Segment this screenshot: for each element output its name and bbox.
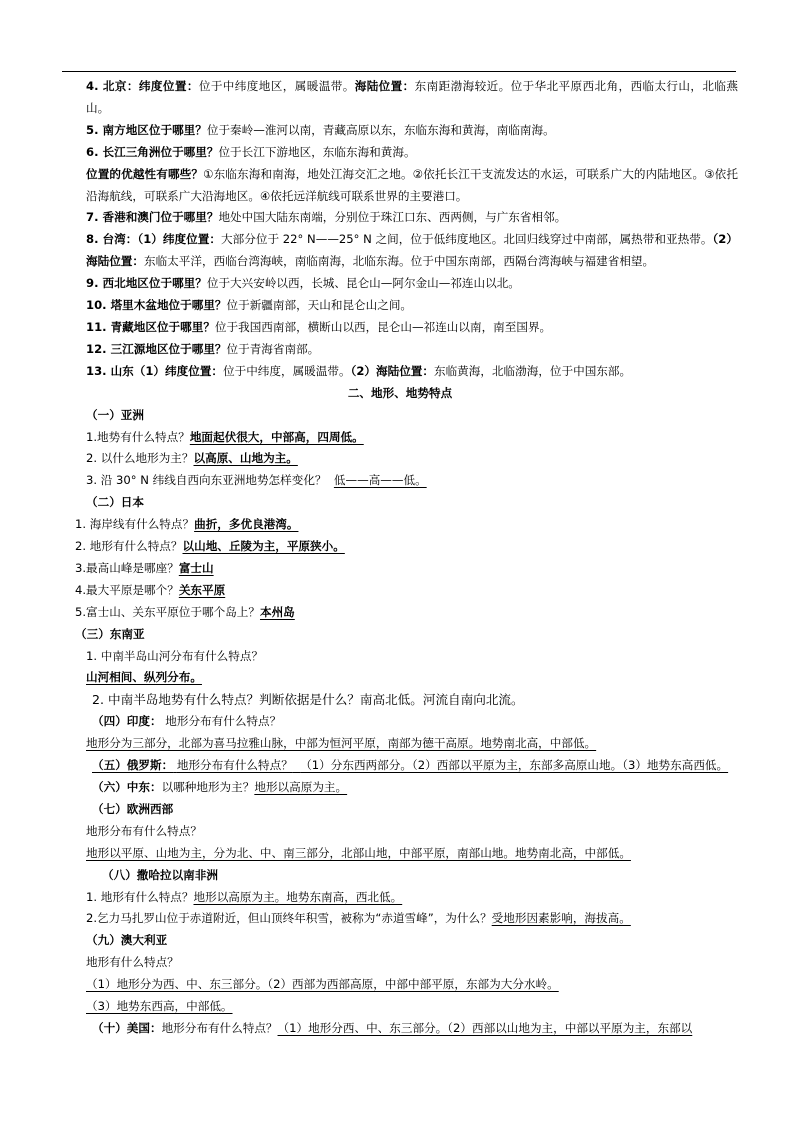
beijing-sea-label: 海陆位置： (354, 79, 415, 93)
heading-se-asia: （三）东南亚 (75, 626, 145, 641)
question-text: 2. 以什么地形为主？ (86, 451, 194, 466)
item-sanjiangyuan (62, 339, 738, 361)
answer-text: 位于青海省南部。 (226, 341, 320, 356)
question-text: 3. 沿 30° N 纬线自西向东亚洲地势怎样变化？ (86, 473, 327, 488)
answer-text: 地形以高原为主。 (254, 780, 348, 794)
question-label: 10. 塔里木盆地位于哪里？ (86, 298, 227, 313)
question-label: 5. 南方地区位于哪里？ (86, 122, 207, 137)
question-text: 5.富士山、关东平原位于哪个岛上？ (75, 604, 260, 619)
beijing-sea-text: 东南距渤海较近。位于华北平原西北角，西临太行山，北临燕山。 (86, 79, 738, 115)
india-a: 地形分为三部分，北部为喜马拉雅山脉，中部为恒河平原，南部为德干高原。地势南北高，中部低。 (86, 736, 597, 751)
answer-text: 受地形因素影响，海拔高。 (491, 911, 631, 926)
australia-q: 地形有什么特点？ (86, 955, 179, 970)
item-south-region (62, 120, 738, 142)
section-title: 二、地形、地势特点 (347, 385, 453, 400)
beijing-lat-label: 4. 北京：纬度位置： (86, 79, 199, 93)
japan-q2 (62, 536, 738, 558)
japan-q4 (62, 580, 738, 602)
question-text: 2.乞力马扎罗山位于赤道附近，但山顶终年积雪，被称为“赤道雪峰”，为什么？ (86, 911, 492, 926)
answer-text: 低——高——低。 (333, 473, 427, 488)
question-label: 12. 三江源地区位于哪里？ (86, 341, 227, 356)
item-tarim (62, 295, 738, 317)
answer-text: ①东临东海和南海，地处江海交汇之地。②依托长江干支流发达的水运，可联系广大的内陆地区。③依托沿海航线，可联系广大沿海地区。④依托远洋航线可联系世界的主要港口。 (86, 166, 738, 203)
question-label: （2）海陆位置： (86, 232, 738, 269)
answer-text: 位于中纬度，属暖温带。 (223, 363, 351, 378)
question-text: 1. 地形有什么特点？ (86, 889, 194, 904)
question-label: 8. 台湾：（1）纬度位置： (86, 232, 221, 247)
item-hk-macau (62, 207, 738, 229)
africa-q2 (62, 908, 738, 930)
heading-asia: （一）亚洲 (86, 407, 144, 422)
question-text: 4.最大平原是哪个？ (75, 582, 179, 597)
answer-text: 东临黄海，北临渤海，位于中国东部。 (433, 363, 632, 378)
se-asia-a1: 山河相间、纵列分布。 (86, 670, 202, 685)
india-q (62, 711, 738, 733)
answer-text: 位于秦岭—淮河以南，青藏高原以东，东临东海和黄海，南临南海。 (206, 122, 555, 137)
japan-q3 (62, 558, 738, 580)
question-label: 位置的优越性有哪些？ (86, 166, 204, 181)
answer-text: 地处中国大陆东南端，分别位于珠江口东、西两侧，与广东省相邻。 (218, 210, 567, 225)
usa-q (62, 1018, 738, 1040)
japan-q1 (62, 514, 738, 536)
answer-text: 位于长江下游地区，东临东海和黄海。 (218, 144, 416, 159)
se-asia-q1: 1. 中南半岛山河分布有什么特点？ (86, 648, 264, 663)
answer-text: 以山地、丘陵为主，平原狭小。 (182, 539, 345, 554)
item-taiwan (62, 229, 738, 273)
item-advantages (62, 164, 738, 208)
beijing-lat-text: 位于中纬度地区，属暖温带。 (198, 79, 355, 93)
asia-q3 (62, 470, 738, 492)
question-label: （十）美国： (92, 1020, 162, 1035)
answer-text: 地面起伏很大，中部高，四周低。 (189, 429, 364, 444)
question-label: 13. 山东（1）纬度位置： (86, 363, 223, 378)
answer-text: 关东平原 (178, 582, 226, 597)
australia-a2: （3）地势东西高，中部低。 (86, 999, 233, 1014)
item-northwest (62, 273, 738, 295)
heading-europe: （七）欧洲西部 (92, 801, 174, 816)
heading-japan: （二）日本 (86, 495, 144, 510)
answer-text: 以高原、山地为主。 (193, 451, 298, 466)
question-label: （2）海陆位置： (350, 363, 434, 378)
answer-text: 东临太平洋，西临台湾海峡，南临南海，北临东海。位于中国东南部，西隔台湾海峡与福建省相望。 (143, 254, 655, 269)
africa-q1 (62, 887, 738, 909)
item-beijing (62, 76, 738, 120)
asia-q2 (62, 448, 738, 470)
question-label: （六）中东： (92, 780, 162, 794)
question-label: （五）俄罗斯： (92, 758, 174, 773)
russia-q (62, 755, 738, 777)
question-text: 以哪种地形为主？ (161, 780, 255, 794)
question-text: 地形分布有什么特点？ (165, 714, 282, 729)
answer-text: （1）分东西两部分。（2）西部以平原为主，东部多高原山地。（3）地势东高西低。 (300, 758, 729, 773)
question-text: 3.最高山峰是哪座？ (75, 560, 179, 575)
mideast-q (62, 777, 738, 799)
header-rule (62, 71, 736, 72)
answer-text: 位于新疆南部，天山和昆仑山之间。 (226, 298, 413, 313)
item-qingzang (62, 317, 738, 339)
heading-australia: （九）澳大利亚 (86, 933, 168, 948)
answer-text: （1）地形分西、中、东三部分。（2）西部以山地为主，中部以平原为主，东部以 (277, 1020, 693, 1035)
heading-africa: （八）撒哈拉以南非洲 (102, 867, 218, 882)
item-yangtze-delta (62, 142, 738, 164)
se-asia-q2: 2. 中南半岛地势有什么特点？判断依据是什么？南高北低。河流自南向北流。 (92, 692, 524, 708)
question-text: 地形分布有什么特点？ (161, 1020, 278, 1035)
europe-q: 地形分布有什么特点？ (86, 823, 202, 838)
question-label: 7. 香港和澳门位于哪里？ (86, 210, 219, 225)
question-text: 地形分布有什么特点？ (176, 758, 293, 773)
question-label: 9. 西北地区位于哪里？ (86, 276, 207, 291)
answer-text: 本州岛 (259, 604, 295, 619)
question-text: 2. 地形有什么特点？ (75, 539, 183, 554)
asia-q1 (62, 427, 738, 449)
question-text: 1. 海岸线有什么特点？ (75, 517, 195, 532)
question-text: 1.地势有什么特点？ (86, 429, 190, 444)
document-body (62, 76, 738, 1040)
answer-text: 地形以高原为主。地势东南高，西北低。 (193, 889, 403, 904)
europe-a: 地形以平原、山地为主，分为北、中、南三部分，北部山地，中部平原，南部山地。地势南北高，中部低。 (86, 845, 631, 860)
answer-text: 大部分位于 22° N——25° N 之间，位于低纬度地区。北回归线穿过中南部，属热带和亚热带。 (221, 232, 713, 247)
answer-text: 位于大兴安岭以西，长城、昆仑山—阿尔金山—祁连山以北。 (206, 276, 520, 291)
japan-q5 (62, 602, 738, 624)
question-label: 11. 青藏地区位于哪里？ (86, 319, 215, 334)
australia-a1: （1）地形分为西、中、东三部分。（2）西部为西部高原，中部中部平原，东部为大分水岭。 (86, 977, 559, 992)
answer-text: 位于我国西南部，横断山以西，昆仑山—祁连山以南，南至国界。 (214, 319, 552, 334)
question-label: （四）印度： (92, 714, 162, 729)
question-label: 6. 长江三角洲位于哪里？ (86, 144, 219, 159)
answer-text: 曲折，多优良港湾。 (194, 517, 299, 532)
answer-text: 富士山 (178, 560, 214, 575)
item-shandong (62, 361, 738, 383)
